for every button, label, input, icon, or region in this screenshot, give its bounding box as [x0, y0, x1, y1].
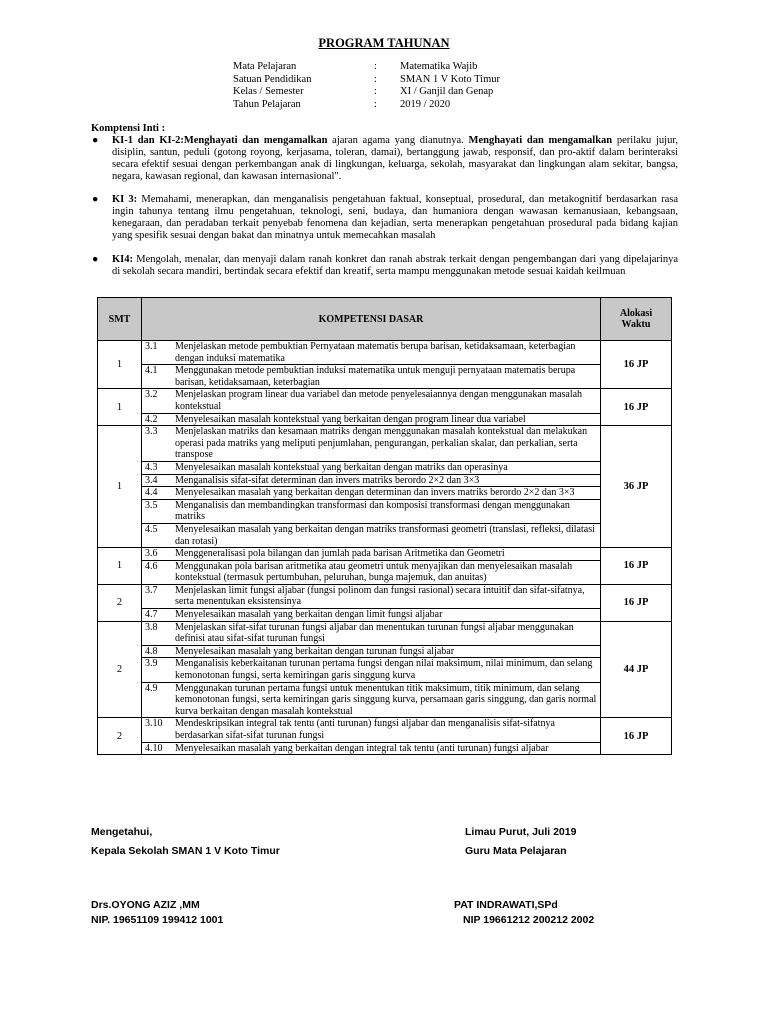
kd-number: 4.3 — [145, 461, 158, 473]
kd-description: Menjelaskan sifat-sifat turunan fungsi aljabar dan menentukan turunan fungsi aljabar menggunakan definisi atau sifat-sifat turunan fungsi — [175, 621, 574, 645]
signature-right-nip: NIP 19661212 200212 2002 — [463, 914, 595, 926]
kd-cell — [142, 718, 601, 755]
signature-right-name: PAT INDRAWATI,SPd — [454, 899, 558, 911]
kd-description: Menjelaskan program linear dua variabel dan metode penyelesaiannya dengan menggunakan masalah kontekstual — [175, 389, 583, 412]
kd-description: Mendeskripsikan integral tak tentu (anti turunan) fungsi aljabar dan menganalisis sifat-sifatnya berdasarkan sifat-sifat turunan fungsi — [175, 718, 555, 741]
kd-cell — [142, 389, 601, 426]
kd-item — [142, 365, 600, 388]
info-row — [233, 86, 500, 99]
kd-item — [142, 585, 600, 609]
bullet-icon: ● — [92, 135, 99, 146]
kd-number: 4.4 — [145, 487, 158, 499]
header-smt: SMT — [98, 298, 142, 341]
kd-description: Menganalisis sifat-sifat determinan dan invers matriks berordo 2×2 dan 3×3 — [175, 474, 480, 486]
ki-item — [92, 135, 678, 183]
kd-description: Menyelesaikan masalah yang berkaitan dengan determinan dan invers matriks berordo 2×2 dan 3×3 — [175, 487, 575, 499]
kd-item — [142, 561, 600, 584]
info-value: 2019 / 2020 — [400, 98, 451, 110]
table-row — [98, 718, 672, 755]
kd-number: 3.10 — [145, 718, 163, 730]
kd-description: Menyelesaikan masalah kontekstual yang berkaitan dengan program linear dua variabel — [175, 413, 526, 425]
ki-heading: Komptensi Inti : — [91, 123, 166, 134]
kd-item — [142, 426, 600, 462]
kd-number: 3.3 — [145, 426, 158, 438]
kd-item — [142, 609, 600, 621]
table-row — [98, 389, 672, 426]
alokasi-cell: 36 JP — [601, 426, 672, 548]
kd-item — [142, 487, 600, 500]
kd-number: 3.7 — [145, 584, 158, 596]
header-kd: KOMPETENSI DASAR — [142, 298, 601, 341]
ki-rest: Memahami, menerapkan, dan menganalisis pengetahuan faktual, konseptual, prosedural, dan metakognitif berdasarkan rasa ingin tahunya tentang ilmu pengetahuan, teknologi, seni, budaya, dan humaniora dengan wawasan kemanusiaan, kebangsaan, kenegaraan, dan peradaban terkait penyebab fenomena dan kejadian, serta menerapkan pengetahuan prosedural pada bidang kajian yang spesifik sesuai dengan bakat dan minatnya untuk memecahkan masalah — [112, 194, 678, 241]
signature-left-line2: Kepala Sekolah SMAN 1 V Koto Timur — [91, 845, 280, 857]
kd-item — [142, 389, 600, 413]
kd-item — [142, 475, 600, 488]
smt-cell: 1 — [98, 341, 142, 389]
alokasi-cell: 16 JP — [601, 548, 672, 585]
info-row — [233, 99, 500, 112]
info-row — [233, 74, 500, 87]
kd-description: Menyelesaikan masalah kontekstual yang berkaitan dengan matriks dan operasinya — [175, 461, 508, 473]
ki-bold: KI4: — [112, 254, 133, 265]
kd-item — [142, 622, 600, 646]
bullet-icon: ● — [92, 254, 99, 265]
kd-number: 3.8 — [145, 621, 158, 633]
kd-cell — [142, 548, 601, 585]
kd-description: Menjelaskan matriks dan kesamaan matriks dengan menggunakan masalah kontekstual dan melakukan operasi pada matriks yang meliputi penjumlahan, pengurangan, perkalian skalar, dan perkalian, serta transpose — [175, 426, 588, 461]
kd-number: 4.8 — [145, 645, 158, 657]
ki-bold: KI 3: — [112, 194, 138, 205]
kd-item — [142, 683, 600, 718]
kd-number: 4.1 — [145, 365, 158, 377]
kd-description: Menjelaskan metode pembuktian Pernyataan matematis berupa barisan, ketidaksamaan, keterbagian dengan induksi matematika — [175, 341, 576, 364]
signature-left-line1: Mengetahui, — [91, 826, 153, 838]
kd-item — [142, 743, 600, 755]
signature-right-line2: Guru Mata Pelajaran — [465, 845, 567, 857]
smt-cell: 1 — [98, 389, 142, 426]
info-key: Satuan Pendidikan — [233, 73, 312, 85]
alokasi-cell: 16 JP — [601, 341, 672, 389]
kd-description: Menyelesaikan masalah yang berkaitan dengan matriks transformasi geometri (translasi, refleksi, dilatasi dan rotasi) — [175, 523, 595, 547]
kd-cell — [142, 584, 601, 621]
alokasi-cell: 44 JP — [601, 621, 672, 718]
table-row — [98, 341, 672, 389]
kd-number: 4.5 — [145, 523, 158, 535]
smt-cell: 1 — [98, 426, 142, 548]
kd-cell — [142, 621, 601, 718]
table-row — [98, 426, 672, 548]
signature-left-name: Drs.OYONG AZIZ ,MM — [91, 899, 200, 911]
kd-item — [142, 462, 600, 475]
kd-description: Menggunakan pola barisan aritmetika atau geometri untuk menyajikan dan menyelesaikan masalah kontekstual (termasuk pertumbuhan, peluruhan, bunga majemuk, dan anuitas) — [175, 560, 573, 584]
kd-number: 3.4 — [145, 474, 158, 486]
info-key: Mata Pelajaran — [233, 61, 297, 72]
ki-rest: ajaran agama yang dianutnya. — [327, 135, 469, 146]
smt-cell: 2 — [98, 584, 142, 621]
kd-item — [142, 718, 600, 742]
kd-cell — [142, 341, 601, 389]
kd-number: 4.9 — [145, 682, 158, 694]
info-key: Tahun Pelajaran — [233, 98, 301, 110]
kd-description: Menyelesaikan masalah yang berkaitan dengan limit fungsi aljabar — [175, 609, 443, 621]
table-header-row — [98, 298, 672, 341]
kd-description: Menggeneralisasi pola bilangan dan jumlah pada barisan Aritmetika dan Geometri — [175, 548, 505, 560]
kd-description: Menganalisis keberkaitanan turunan pertama fungsi dengan nilai maksimum, nilai minimum, dan selang kemonotonan fungsi, serta kemiringan garis singgung kurva — [175, 658, 593, 682]
kd-number: 3.1 — [145, 341, 158, 352]
signature-right-line1: Limau Purut, Juli 2019 — [465, 826, 577, 838]
ki-rest2: perilaku jujur, disiplin, santun, peduli (gotong royong, kerjasama, toleran, damai), bertanggung jawab, responsif, dan pro-aktif dalam berinteraksi secara efektif sesuai dengan perkembangan anak di lingkungan, keluarga, sekolah, masyarakat dan lingkungan alam sekitar, bangsa, negara, kawasan regional, dan kawasan internasional". — [112, 135, 679, 182]
table-row — [98, 584, 672, 621]
ki-bold2: Menghayati dan mengamalkan — [468, 135, 613, 146]
kd-number: 3.9 — [145, 658, 158, 670]
kd-number: 3.2 — [145, 389, 158, 401]
kd-number: 4.2 — [145, 413, 158, 425]
info-value: XI / Ganjil dan Genap — [400, 86, 494, 98]
info-key: Kelas / Semester — [233, 86, 304, 98]
kd-item — [142, 500, 600, 524]
smt-cell: 2 — [98, 621, 142, 718]
info-block — [233, 61, 500, 111]
kd-item — [142, 548, 600, 561]
smt-cell: 2 — [98, 718, 142, 755]
info-sep: : — [374, 61, 377, 72]
document-title — [0, 36, 768, 51]
alokasi-cell: 16 JP — [601, 718, 672, 755]
table-row — [98, 548, 672, 585]
ki-text — [112, 254, 678, 278]
kd-description: Menganalisis dan membandingkan transformasi dan komposisi transformasi dengan menggunakan matriks — [175, 499, 570, 523]
kd-description: Menjelaskan limit fungsi aljabar (fungsi polinom dan fungsi rasional) secara intuitif dan sifat-sifatnya, serta menentukan eksistensinya — [175, 584, 585, 608]
kd-number: 4.7 — [145, 609, 158, 621]
info-sep: : — [374, 86, 377, 98]
kd-number: 4.6 — [145, 560, 158, 572]
kd-item — [142, 341, 600, 365]
info-value: Matematika Wajib — [400, 61, 478, 72]
alokasi-cell: 16 JP — [601, 584, 672, 621]
title-text: PROGRAM TAHUNAN — [318, 36, 450, 50]
ki-item — [92, 254, 678, 278]
info-value: SMAN 1 V Koto Timur — [400, 73, 500, 85]
kd-item — [142, 524, 600, 547]
smt-cell: 1 — [98, 548, 142, 585]
table-row — [98, 621, 672, 718]
bullet-icon: ● — [92, 194, 99, 205]
kd-description: Menyelesaikan masalah yang berkaitan dengan turunan fungsi aljabar — [175, 645, 455, 657]
kd-item — [142, 646, 600, 659]
info-row — [233, 61, 500, 74]
ki-item — [92, 194, 678, 242]
kd-cell — [142, 426, 601, 548]
info-sep: : — [374, 98, 377, 110]
ki-bold: KI-1 dan KI-2:Menghayati dan mengamalkan — [112, 135, 328, 146]
kd-description: Menggunakan turunan pertama fungsi untuk menentukan titik maksimum, titik minimum, dan selang kemonotonan fungsi, serta kemiringan garis singgung kurva, persamaan garis singgung, dan garis normal kurva berkaitan dengan masalah kontekstual — [175, 682, 597, 717]
kd-number: 3.6 — [145, 548, 158, 560]
kd-item — [142, 658, 600, 682]
header-alokasi: Alokasi Waktu — [601, 298, 672, 341]
kd-description: Menggunakan metode pembuktian induksi matematika untuk menguji pernyataan matematis berupa barisan, ketidaksamaan, keterbagian — [175, 365, 576, 388]
signature-left-nip: NIP. 19651109 199412 1001 — [91, 914, 224, 926]
alokasi-cell: 16 JP — [601, 389, 672, 426]
kd-item — [142, 414, 600, 426]
kd-description: Menyelesaikan masalah yang berkaitan dengan integral tak tentu (anti turunan) fungsi aljabar — [175, 742, 549, 754]
kd-number: 3.5 — [145, 499, 158, 511]
ki-rest: Mengolah, menalar, dan menyaji dalam ranah konkret dan ranah abstrak terkait dengan pengembangan dari yang dipelajarinya di sekolah secara mandiri, bertindak secara efektif dan kreatif, serta mampu menggunakan metode sesuai kaidah keilmuan — [112, 254, 678, 277]
kd-number: 4.10 — [145, 742, 163, 754]
info-sep: : — [374, 73, 377, 85]
ki-text — [112, 135, 678, 183]
ki-text — [112, 194, 678, 242]
kompetensi-table — [97, 297, 672, 755]
